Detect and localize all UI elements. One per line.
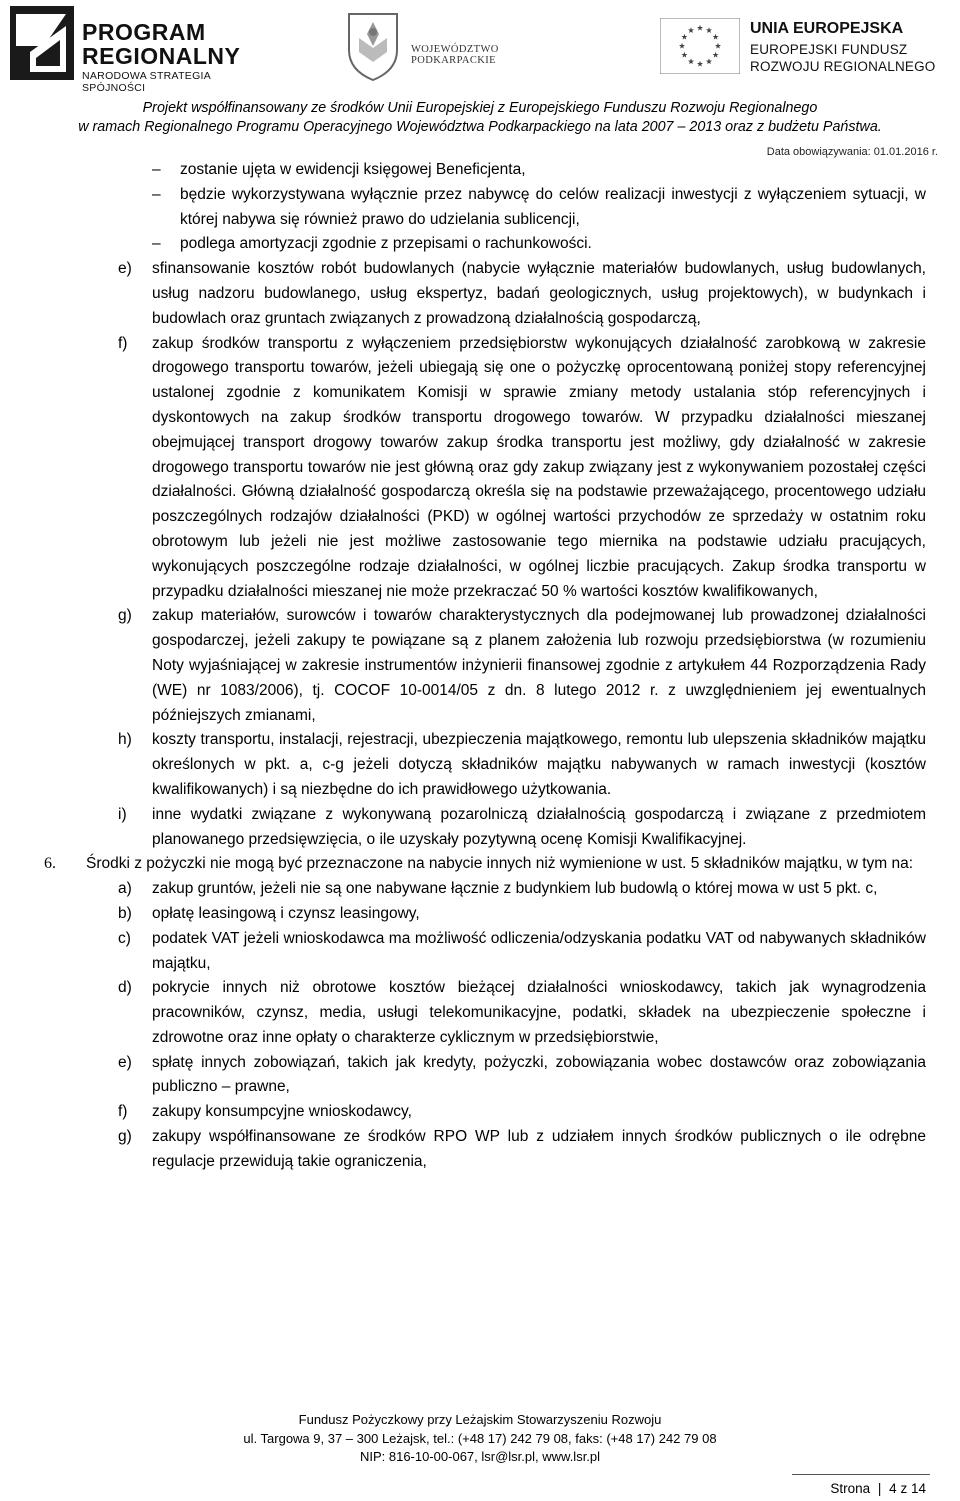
- logo-right-line2: EUROPEJSKI FUNDUSZ: [750, 42, 908, 57]
- footer-address: ul. Targowa 9, 37 – 300 Leżajsk, tel.: (+48 17) 242 79 08, faks: (+48 17) 242 79 08: [243, 1430, 717, 1446]
- list-marker: e): [118, 1053, 132, 1071]
- footer-contact: NIP: 816-10-00-067, lsr@lsr.pl, www.lsr.pl: [359, 1449, 601, 1464]
- dash-list-item: [0, 232, 960, 257]
- project-line-2: w ramach Regionalnego Programu Operacyjnego Województwa Podkarpackiego na lata 2007 – 2013 oraz z budżetu Państwa.: [78, 119, 882, 135]
- list-item-text: opłatę leasingową i czynsz leasingowy,: [152, 904, 420, 922]
- footer-org-name: Fundusz Pożyczkowy przy Leżajskim Stowarzyszeniu Rozwoju: [298, 1412, 662, 1427]
- list-item-text: zakup środków transportu z wyłączeniem przedsiębiorstw wykonujących działalność zarobkową w zakresie drogowego transportu towarów, jeżeli ubiegają się one o pożyczkę oprocentowaną poniżej stopy referencyjnej ustalonej zgodnie z komunikatem Komisji w sprawie zmiany metody ustalania stóp referencyjnych i dyskontowych na zakup środków transportu drogowego towarów. W przypadku działalności mieszanej obejmującej transport drogowy towarów zakup środka transportu jest możliwy, gdy działalność w zakresie drogowego transportu towarów nie jest główną oraz gdy zakup związany jest z wykonywaniem pozostałej części działalności. Główną działalność gospodarczą określa się na podstawie przeważającego, procentowego udziału poszczególnych rodzajów działalności (PKD) w ogólnej wartości przychodów ze sprzedaży w ostatnim roku obrotowym lub jeżeli nie jest możliwe zastosowanie tego miernika na podstawie udziału pracujących, wykonujących poszczególne rodzaje działalności, w ogólnej liczbie pracujących. Zakup środka transportu w przypadku działalności mieszanej nie może przekraczać 50 % wartości kosztów kwalifikowanych,: [152, 334, 926, 600]
- list-marker: c): [118, 929, 131, 947]
- sub-item-g: [0, 1125, 960, 1175]
- header-logos: [0, 0, 960, 92]
- list-item-text: pokrycie innych niż obrotowe kosztów bieżącej działalności wnioskodawcy, takich jak wynagrodzenia pracowników, czynsz, media, usługi telekomunikacyjne, podatki, składek na ubezpieczenie społeczne i zdrowotne oraz inne opłaty o charakterze cyklicznym w przedsiębiorstwie,: [152, 979, 926, 1046]
- sub-item-a: [0, 877, 960, 902]
- sub-item-f: [0, 1100, 960, 1125]
- sub-item-d: [0, 976, 960, 1050]
- page-of: z: [900, 1481, 908, 1496]
- list-item-e: [0, 257, 960, 331]
- logo-left-line3: NARODOWA STRATEGIA SPÓJNOŚCI: [82, 70, 211, 94]
- list-marker: a): [118, 880, 132, 898]
- document-body: [0, 158, 960, 1175]
- sub-item-c: [0, 927, 960, 977]
- list-item-text: zakup gruntów, jeżeli nie są one nabywane łącznie z budynkiem lub budowlą o której mowa w ust 5 pkt. c,: [152, 880, 878, 898]
- wojewodztwo-podkarpackie-logo: [345, 8, 585, 86]
- validity-date: Data obowiązywania: 01.01.2016 r.: [766, 146, 938, 158]
- list-item-text: spłatę innych zobowiązań, takich jak kredyty, pożyczki, zobowiązania wobec dostawców oraz zobowiązania publiczno – prawne,: [152, 1053, 926, 1096]
- program-regionalny-mark-icon: [10, 6, 74, 80]
- dash-list-item: [0, 158, 960, 183]
- list-marker: g): [118, 607, 132, 625]
- list-item-text: podatek VAT jeżeli wnioskodawca ma możliwość odliczenia/odzyskania podatku VAT od nabywanych składników majątku,: [152, 929, 926, 972]
- dash-bullet: –: [152, 161, 161, 178]
- dash-bullet: –: [152, 235, 161, 253]
- project-banner: [0, 99, 960, 137]
- project-line-1: Projekt współfinansowany ze środków Unii Europejskiej z Europejskiego Funduszu Rozwoju Regionalnego: [142, 100, 818, 116]
- list-marker: h): [118, 731, 132, 749]
- dash-item-text: zostanie ujęta w ewidencji księgowej Beneficjenta,: [180, 161, 526, 178]
- list-item-text: zakup materiałów, surowców i towarów charakterystycznych dla podejmowanej lub prowadzonej działalności gospodarczej, jeżeli zakupy te powiązane są z planem założenia lub rozwoju przedsiębiorstwa (w rozumieniu Noty wyjaśniającej w zakresie instrumentów inżynierii finansowej zgodnie z artykułem 44 Rozporządzenia Rady (WE) nr 1083/2006), tj. COCOF 10-0014/05 z dn. 8 lutego 2012 r. z uwzględnieniem jej ewentualnych późniejszych zmianami,: [152, 607, 926, 724]
- page-footer: [0, 1411, 960, 1467]
- list-item-text: sfinansowanie kosztów robót budowlanych (nabycie wyłącznie materiałów budowlanych, usług budowlanych, usług nadzoru budowlanego, usług ekspertyz, badań geologicznych, usług projektowych), w budynkach i budowlach oraz gruntach związanych z prowadzoną działalnością gospodarczą,: [152, 260, 926, 327]
- dash-item-text: będzie wykorzystywana wyłącznie przez nabywcę do celów realizacji inwestycji z wyłączeniem sytuacji, w której nabywa się również prawo do udzielania sublicencji,: [180, 185, 926, 228]
- logo-right-line1: UNIA EUROPEJSKA: [750, 20, 904, 37]
- list-marker: g): [118, 1128, 132, 1146]
- podkarpackie-crest-icon: [345, 8, 401, 82]
- logo-left-line1: PROGRAM: [82, 19, 206, 45]
- logo-right-line3: ROZWOJU REGIONALNEGO: [750, 59, 936, 74]
- list-item-text: koszty transportu, instalacji, rejestracji, ubezpieczenia majątkowego, remontu lub ulepszenia składników majątku określonych w pkt. a, c-g jeżeli dotyczą składników majątku nabywanych w ramach inwestycji (kosztów kwalifikowanych) i są niezbędne do ich prawidłowego użytkowania.: [152, 731, 926, 798]
- list-marker: i): [118, 805, 127, 823]
- list-item-g: [0, 604, 960, 728]
- list-marker: d): [118, 979, 132, 997]
- list-item-text: zakupy konsumpcyjne wnioskodawcy,: [152, 1103, 412, 1121]
- list-item-i: [0, 803, 960, 853]
- list-item-f: [0, 332, 960, 605]
- point-text: Środki z pożyczki nie mogą być przeznaczone na nabycie innych niż wymienione w ust. 5 składników majątku, w tym na:: [86, 855, 914, 873]
- page-number: [830, 1481, 926, 1496]
- page-number-rule: [792, 1474, 930, 1475]
- list-marker: f): [118, 334, 128, 352]
- logo-left-line2: REGIONALNY: [82, 43, 241, 69]
- point-number: 6.: [44, 855, 56, 873]
- sub-item-b: [0, 902, 960, 927]
- program-regionalny-logo: [10, 6, 265, 94]
- list-marker: b): [118, 904, 132, 922]
- list-item-h: [0, 728, 960, 802]
- page-separator: |: [877, 1481, 882, 1496]
- dash-bullet: –: [152, 185, 161, 203]
- unia-europejska-logo: [660, 6, 955, 86]
- logo-middle-text: WOJEWÓDZTWO PODKARPACKIE: [411, 44, 499, 66]
- dash-list-item: [0, 183, 960, 233]
- list-marker: e): [118, 260, 132, 278]
- eu-flag-icon: [660, 18, 740, 74]
- page-current: 4: [889, 1481, 897, 1496]
- list-marker: f): [118, 1103, 128, 1121]
- list-item-text: zakupy współfinansowane ze środków RPO WP lub z udziałem innych środków publicznych o ile odrębne regulacje przewidują takie ograniczenia,: [152, 1128, 926, 1170]
- dash-item-text: podlega amortyzacji zgodnie z przepisami o rachunkowości.: [180, 235, 592, 253]
- page-label: Strona: [830, 1481, 871, 1496]
- numbered-point-6: [0, 852, 960, 877]
- list-item-text: inne wydatki związane z wykonywaną pozarolniczą działalnością gospodarczą i związane z przedmiotem planowanego przedsięwzięcia, o ile uzyskały pozytywną ocenę Komisji Kwalifikacyjnej.: [152, 805, 926, 848]
- page-total: 14: [910, 1481, 926, 1496]
- sub-item-e: [0, 1051, 960, 1101]
